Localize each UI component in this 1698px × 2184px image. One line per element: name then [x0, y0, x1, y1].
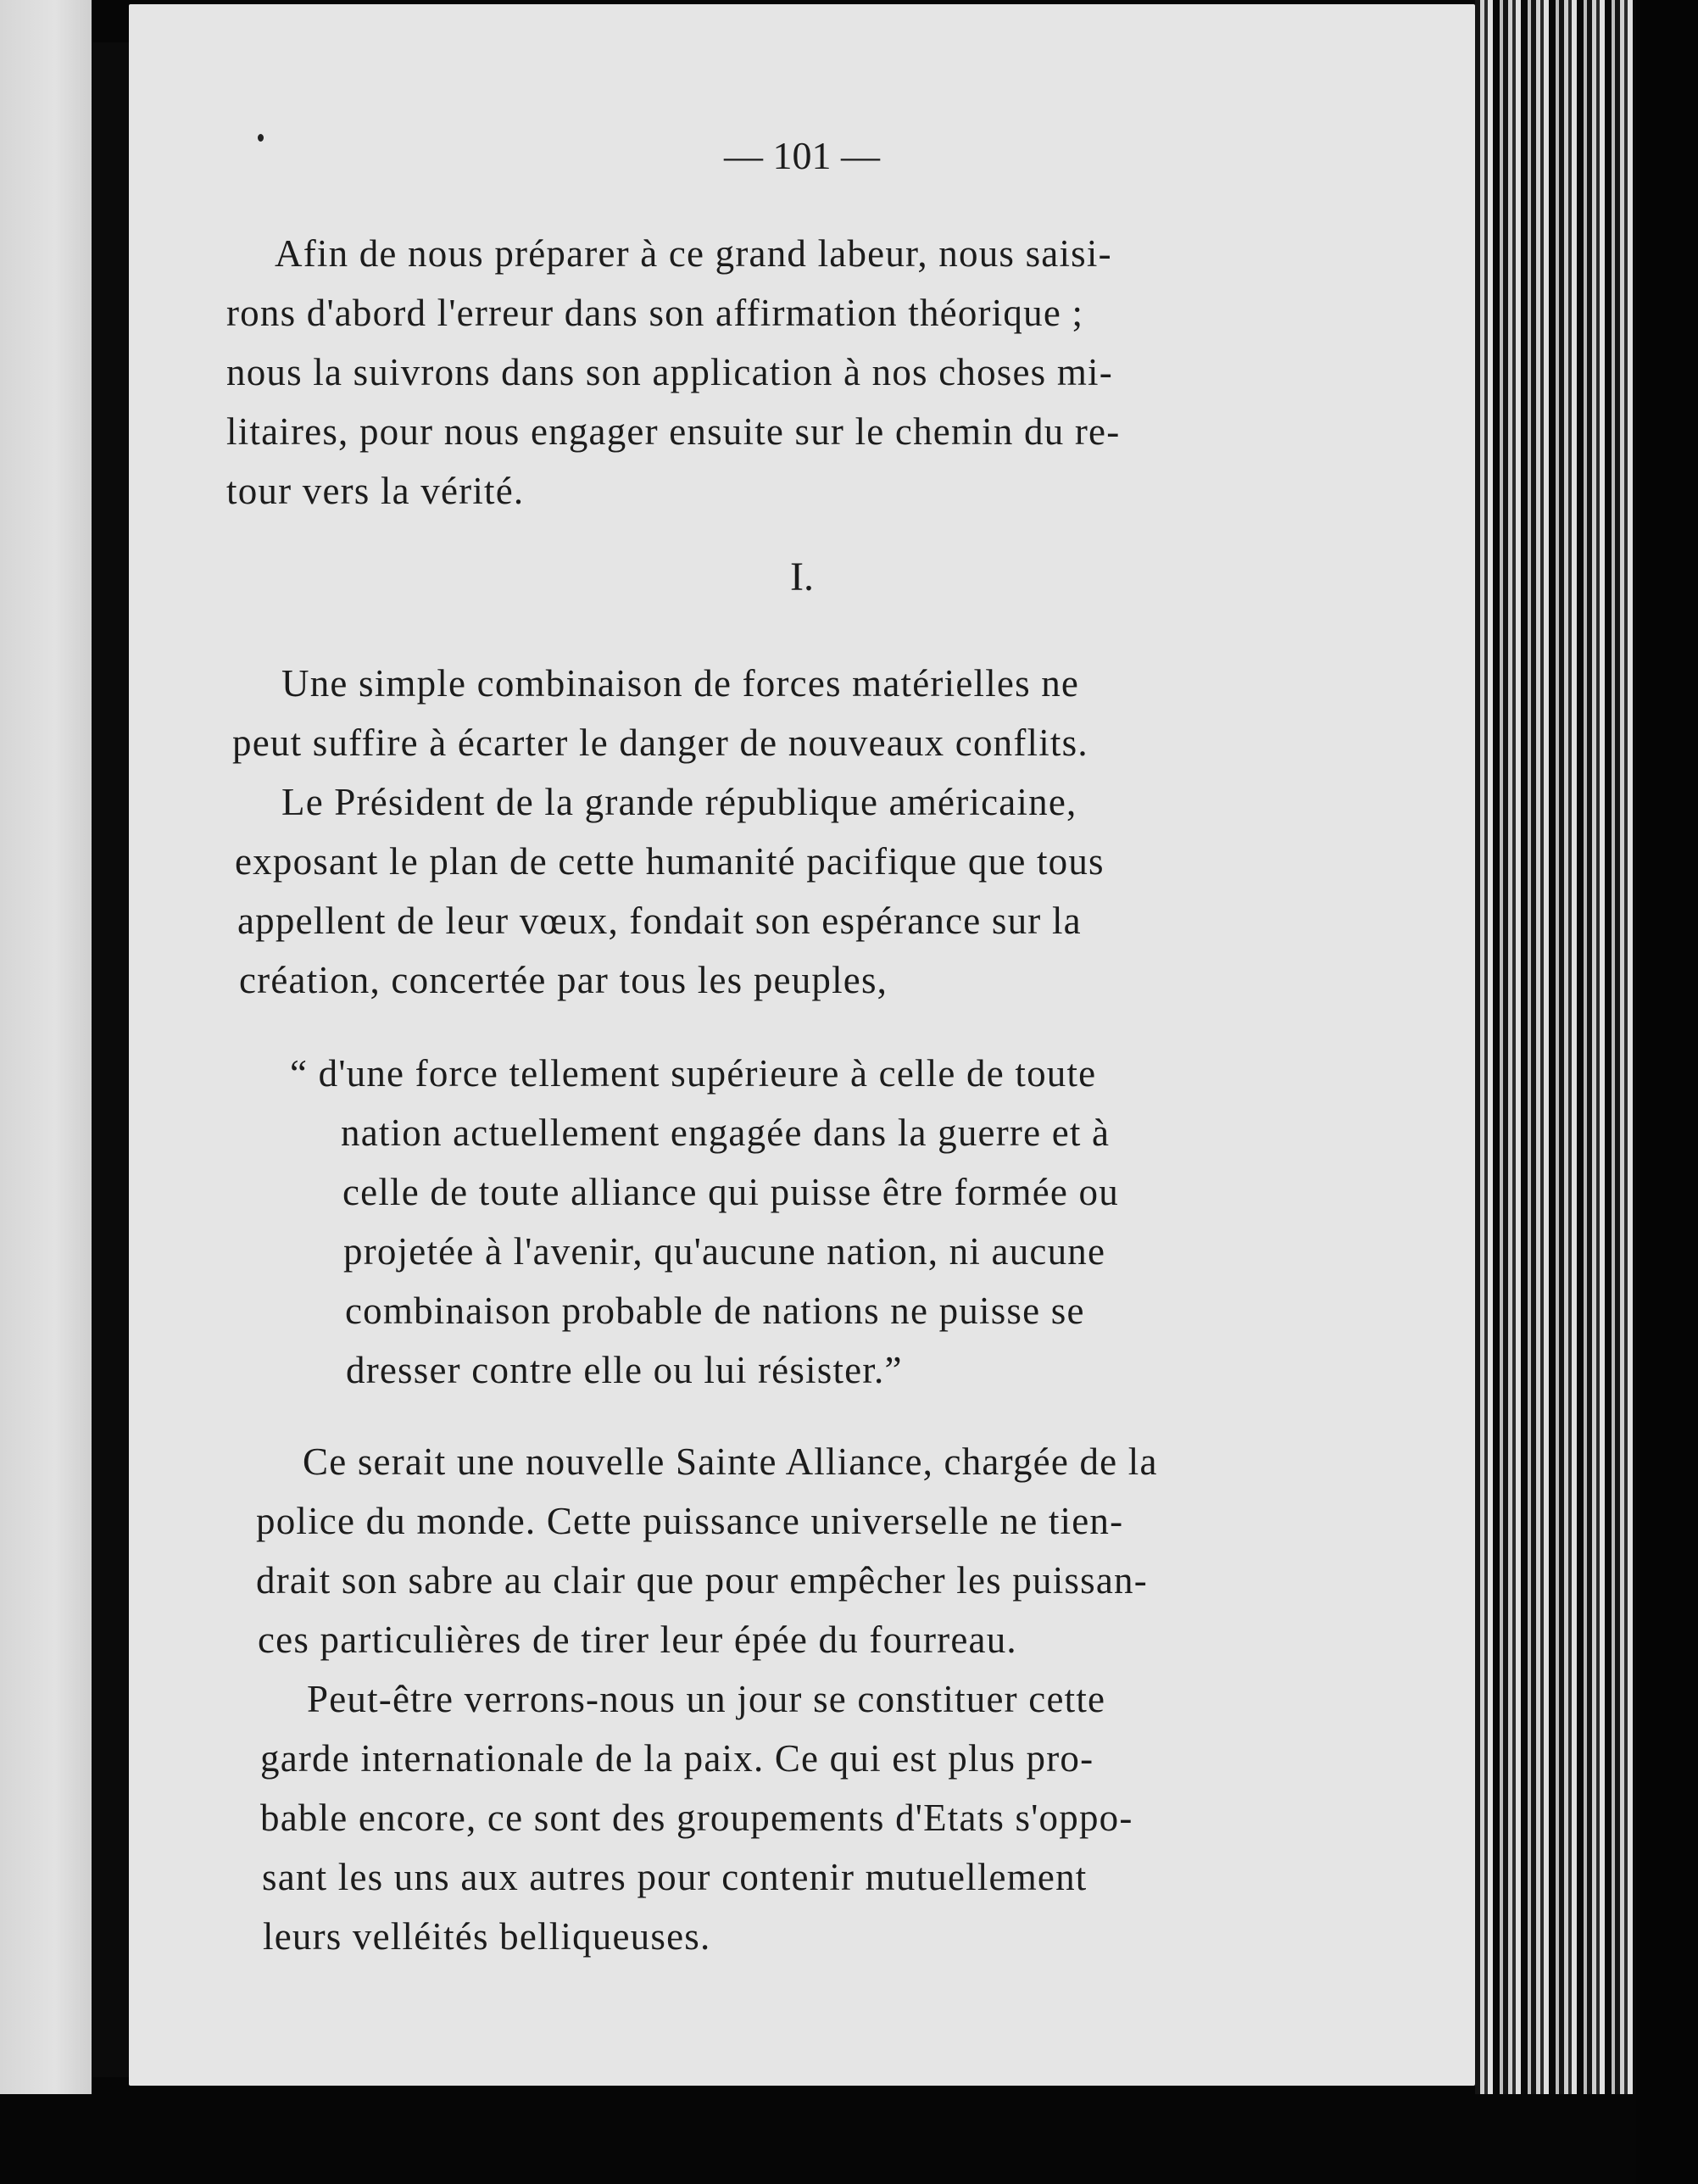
text-line: tour vers la vérité.	[226, 470, 525, 512]
text-line: ces particulières de tirer leur épée du fourreau.	[258, 1618, 1017, 1661]
text-line: leurs velléités belliqueuses.	[263, 1915, 711, 1958]
text-line: Ce serait une nouvelle Sainte Alliance, chargée de la	[303, 1440, 1158, 1483]
text-line: nous la suivrons dans son application à nos choses mi-	[226, 351, 1113, 393]
background-right	[1636, 0, 1698, 2184]
page-edges	[1475, 0, 1636, 2094]
text-line: Une simple combinaison de forces matérielles ne	[281, 662, 1080, 705]
quote-line: “ d'une force tellement supérieure à celle de toute	[290, 1052, 1097, 1095]
page-number: — 101 —	[724, 134, 880, 177]
section-heading: I.	[790, 554, 814, 599]
text-line: sant les uns aux autres pour contenir mutuellement	[262, 1856, 1088, 1898]
quote-line: nation actuellement engagée dans la guerre et à	[341, 1112, 1111, 1154]
text-line: rons d'abord l'erreur dans son affirmation théorique ;	[226, 292, 1084, 334]
text-line: litaires, pour nous engager ensuite sur le chemin du re-	[226, 410, 1121, 453]
book-page	[129, 4, 1475, 2086]
text-line: garde internationale de la paix. Ce qui est plus pro-	[260, 1737, 1094, 1780]
book-gutter	[92, 42, 131, 2077]
text-line: police du monde. Cette puissance universelle ne tien-	[256, 1500, 1124, 1542]
text-line: bable encore, ce sont des groupements d'Etats s'oppo-	[260, 1797, 1133, 1839]
text-line: Afin de nous préparer à ce grand labeur, nous saisi-	[275, 232, 1112, 275]
facing-page	[0, 0, 92, 2094]
text-line: Peut-être verrons-nous un jour se constituer cette	[307, 1678, 1106, 1720]
text-line: exposant le plan de cette humanité pacifique que tous	[235, 840, 1105, 883]
text-line: appellent de leur vœux, fondait son espérance sur la	[237, 900, 1082, 942]
text-line: création, concertée par tous les peuples,	[239, 959, 888, 1001]
quote-line: dresser contre elle ou lui résister.”	[346, 1349, 903, 1391]
text-line: peut suffire à écarter le danger de nouveaux conflits.	[232, 722, 1088, 764]
quote-line: projetée à l'avenir, qu'aucune nation, ni aucune	[343, 1230, 1106, 1273]
quote-line: celle de toute alliance qui puisse être formée ou	[342, 1171, 1119, 1213]
quote-line: combinaison probable de nations ne puisse se	[345, 1290, 1085, 1332]
text-line: Le Président de la grande république américaine,	[281, 781, 1077, 823]
text-line: drait son sabre au clair que pour empêcher les puissan-	[256, 1559, 1148, 1602]
